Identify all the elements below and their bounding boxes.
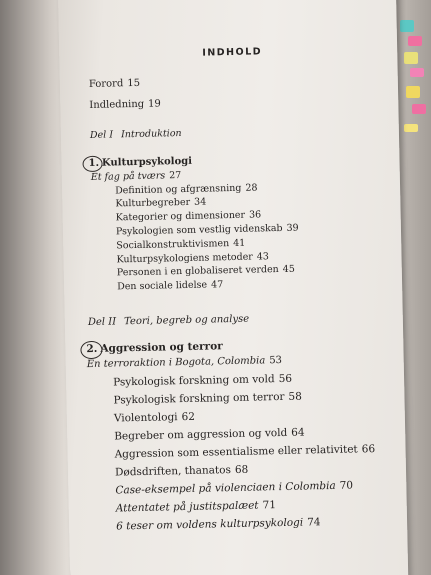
toc-entry: Case-eksempel på violenciaen i Colombia 70	[115, 479, 354, 497]
toc-entry: Psykologisk forskning om terror 58	[113, 390, 302, 407]
toc-entry: Kulturpsykologiens metoder 43	[116, 251, 270, 266]
chapter-heading	[88, 157, 192, 169]
toc-entry-page: 15	[127, 77, 141, 90]
toc-entry: Kulturbegreber 34	[115, 196, 207, 210]
toc-entry: Psykologisk forskning om vold 56	[113, 372, 293, 389]
toc-entry-page: 19	[148, 98, 161, 110]
toc-entry	[89, 79, 140, 90]
toc-entry: Definition og afgrænsning 28	[115, 182, 258, 197]
toc-entry	[89, 99, 161, 110]
toc-entry: Personen i en globaliseret verden 45	[116, 263, 295, 279]
chapter-title: Aggression og terror	[100, 340, 223, 355]
chapter-subtitle: En terroraktion i Bogota, Colombia 53	[86, 354, 283, 371]
toc-entry: Socialkonstruktivismen 41	[116, 237, 246, 252]
chapter-subtitle: Et fag på tværs 27	[90, 170, 182, 183]
part-title: Teori, begreb og analyse	[123, 313, 250, 328]
toc-entry-label: Forord	[88, 78, 124, 90]
part-label: Del II	[87, 316, 117, 329]
toc-entry: Kategorier og dimensioner 36	[115, 209, 262, 224]
part-heading	[88, 315, 249, 328]
toc-entry: Violentologi 62	[113, 410, 196, 425]
part-title: Introduktion	[120, 128, 182, 141]
chapter-title: Kulturpsykologi	[101, 155, 193, 169]
page-title: INDHOLD	[202, 46, 263, 59]
toc-entry: Den sociale lidelse 47	[117, 279, 224, 293]
toc-entry: Psykologien som vestlig videnskab 39	[115, 222, 299, 238]
toc-entry: Begreber om aggression og vold 64	[114, 426, 305, 443]
chapter-number: 2.	[86, 342, 98, 356]
toc-entry: Aggression som essentialisme eller relativitet 66	[114, 443, 376, 461]
chapter-number: 1.	[88, 157, 100, 169]
part-label: Del I	[89, 129, 114, 141]
toc-entry: Dødsdriften, thanatos 68	[114, 463, 249, 479]
toc-entry: Attentatet på justitspalæet 71	[115, 499, 277, 515]
chapter-heading	[86, 341, 222, 354]
toc-entry-label: Indledning	[89, 98, 145, 111]
part-heading	[90, 129, 182, 140]
toc-entry: 6 teser om voldens kulturpsykologi 74	[116, 516, 321, 533]
